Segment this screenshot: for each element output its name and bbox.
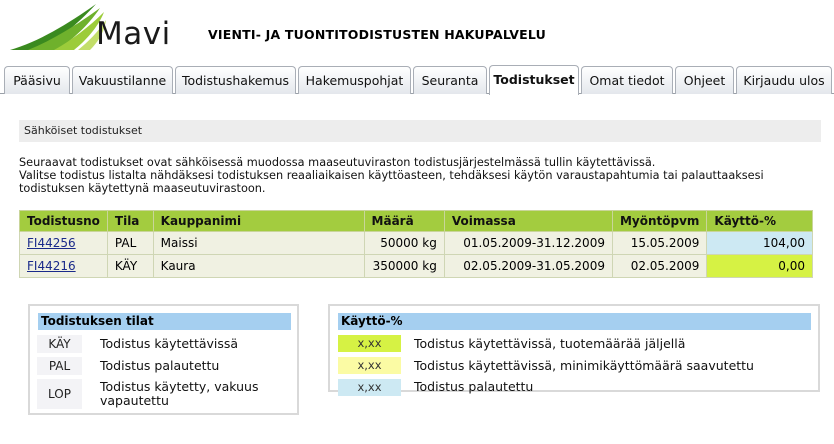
col-header-maara: Määrä (364, 211, 444, 232)
tab-bar (0, 64, 834, 94)
certificate-link[interactable]: FI44216 (27, 259, 76, 273)
state-description-line: vapautettu (100, 393, 169, 408)
tab-todistukset[interactable]: Todistukset (489, 65, 579, 95)
cell-kauppanimi: Maissi (153, 232, 364, 255)
logo-text: Mavi (96, 16, 171, 52)
tab-todistushakemus[interactable]: Todistushakemus (175, 66, 296, 94)
cell-voimassa: 01.05.2009-31.12.2009 (444, 232, 612, 255)
col-header-todistusno: Todistusno (20, 211, 108, 232)
intro-text (19, 156, 809, 195)
usage-description: Todistus käytettävissä, tuotemäärää jäljellä (414, 336, 686, 351)
state-description (100, 380, 258, 408)
tab-hakemuspohjat[interactable]: Hakemuspohjat (298, 66, 411, 94)
intro-line: Seuraavat todistukset ovat sähköisessä muodossa maaseutuviraston todistusjärjestelmässä tullin käytettävissä. (19, 156, 656, 169)
usage-swatch-blue: x,xx (338, 379, 401, 396)
cell-kaytto: 104,00 (707, 232, 813, 255)
state-code: LOP (37, 379, 82, 409)
col-header-voimassa: Voimassa (444, 211, 612, 232)
state-description-line: Todistus käytetty, vakuus (100, 379, 259, 394)
cell-myontopvm: 15.05.2009 (612, 232, 706, 255)
col-header-tila: Tila (107, 211, 153, 232)
legend-title: Käyttö-% (338, 313, 811, 330)
cell-maara: 350000 kg (364, 255, 444, 278)
cell-kauppanimi: Kaura (153, 255, 364, 278)
tab-omat-tiedot[interactable]: Omat tiedot (581, 66, 673, 94)
legend-certificate-states (28, 304, 299, 415)
table-header-row (20, 211, 813, 232)
col-header-kaytto: Käyttö-% (707, 211, 813, 232)
cell-todistusno (20, 232, 108, 255)
service-title: VIENTI- JA TUONTITODISTUSTEN HAKUPALVELU (208, 27, 546, 42)
state-description: Todistus palautettu (100, 358, 220, 373)
usage-description: Todistus käytettävissä, minimikäyttömäärä saavutettu (414, 358, 754, 373)
state-description: Todistus käytettävissä (100, 336, 239, 351)
cell-myontopvm: 02.05.2009 (612, 255, 706, 278)
tab-kirjaudu-ulos[interactable]: Kirjaudu ulos (736, 66, 832, 94)
tab-seuranta[interactable]: Seuranta (413, 66, 487, 94)
state-code: PAL (37, 357, 82, 375)
cell-kaytto: 0,00 (707, 255, 813, 278)
legend-usage-percent (328, 304, 820, 392)
section-title: Sähköiset todistukset (19, 120, 821, 142)
col-header-myontopvm: Myöntöpvm (612, 211, 706, 232)
page-header (0, 0, 834, 64)
col-header-kauppanimi: Kauppanimi (153, 211, 364, 232)
tab-paasivu[interactable]: Pääsivu (4, 66, 70, 94)
main-content (8, 94, 834, 444)
intro-line: Valitse todistus listalta nähdäksesi todistuksen reaaliaikaisen käyttöasteen, tehdäksesi käytön varaustapahtumia tai palauttaaksesi (19, 169, 764, 182)
tab-vakuustilanne[interactable]: Vakuustilanne (72, 66, 173, 94)
table-row[interactable] (20, 232, 813, 255)
tab-ohjeet[interactable]: Ohjeet (675, 66, 734, 94)
certificate-link[interactable]: FI44256 (27, 236, 76, 250)
usage-swatch-yellow: x,xx (338, 357, 401, 374)
state-code: KÄY (37, 335, 82, 353)
intro-line: todistuksen käytettynä maaseutuvirastoon. (19, 182, 266, 195)
certificates-table (19, 210, 813, 278)
cell-todistusno (20, 255, 108, 278)
usage-description: Todistus palautettu (414, 379, 534, 394)
cell-maara: 50000 kg (364, 232, 444, 255)
table-row[interactable] (20, 255, 813, 278)
legend-title: Todistuksen tilat (38, 313, 291, 330)
cell-tila: KÄY (107, 255, 153, 278)
usage-swatch-green: x,xx (338, 335, 401, 352)
cell-tila: PAL (107, 232, 153, 255)
cell-voimassa: 02.05.2009-31.05.2009 (444, 255, 612, 278)
